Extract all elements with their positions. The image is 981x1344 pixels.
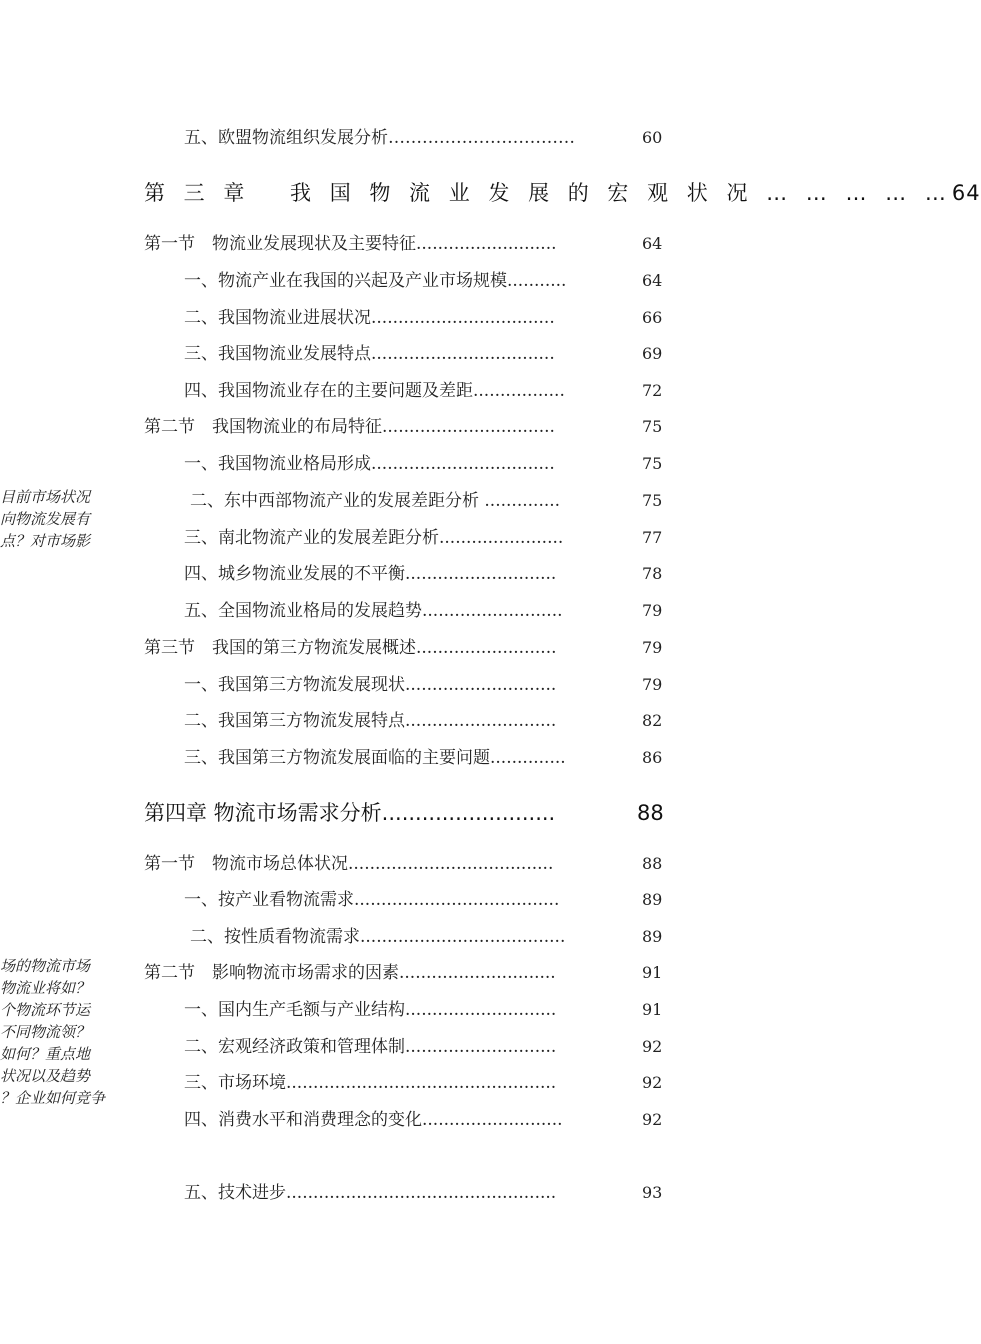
chapter-title: 第 三 章 我 国 物 流 业 发 展 的 宏 观 状 况 … … … … … (144, 181, 952, 205)
toc-item-page: 92 (642, 1110, 663, 1129)
toc-section-label: 第三节 我国的第三方物流发展概述.......................... (144, 638, 557, 658)
side-note-1 (0, 486, 112, 552)
toc-item-label: 四、我国物流业存在的主要问题及差距................. (184, 381, 565, 401)
toc-item-page: 66 (642, 308, 663, 327)
side-note-line: 个物流环节运 (0, 1001, 91, 1019)
toc-item[interactable] (184, 747, 663, 769)
toc-section-label: 第二节 影响物流市场需求的因素............................. (144, 963, 556, 983)
toc-item-label: 二、我国第三方物流发展特点............................ (184, 711, 557, 731)
toc-item-page: 79 (642, 675, 663, 694)
toc-item-page: 60 (642, 128, 663, 147)
side-note-line: 企业如何竞争？ (0, 1089, 106, 1107)
toc-item[interactable] (184, 563, 663, 585)
side-note-line: 场的物流市场 (0, 957, 91, 975)
toc-item[interactable] (184, 1036, 663, 1058)
toc-item-page: 79 (642, 601, 663, 620)
toc-section-label: 第一节 物流市场总体状况...................................... (144, 854, 554, 874)
toc-section-label: 第二节 我国物流业的布局特征................................ (144, 417, 555, 437)
toc-item-page: 86 (642, 748, 663, 767)
toc-item[interactable] (184, 889, 663, 911)
side-note-line: 目前市场状况 (0, 488, 91, 506)
toc-section-page: 75 (642, 417, 663, 436)
toc-chapter-3[interactable] (144, 179, 981, 207)
toc-item-label: 五、欧盟物流组织发展分析…………………………… (184, 128, 575, 148)
toc-item-label: 三、市场环境.................................................. (184, 1073, 557, 1093)
toc-item-label: 二、我国物流业进展状况.................................. (184, 308, 555, 328)
toc-item-page: 92 (642, 1073, 663, 1092)
toc-item-page: 72 (642, 381, 663, 400)
toc-item[interactable] (184, 380, 663, 402)
toc-item[interactable] (184, 710, 663, 732)
toc-item[interactable] (184, 999, 663, 1021)
toc-item-page: 92 (642, 1037, 663, 1056)
toc-item[interactable] (184, 307, 663, 329)
toc-item-label: 一、国内生产毛额与产业结构............................ (184, 1000, 557, 1020)
toc-item[interactable] (190, 490, 663, 512)
toc-item[interactable] (184, 343, 663, 365)
chapter-page: 88 (637, 801, 664, 825)
side-note-2 (0, 955, 112, 1109)
toc-item-page: 75 (642, 491, 663, 510)
toc-item-page: 69 (642, 344, 663, 363)
toc-item[interactable] (190, 926, 663, 948)
toc-section-page: 64 (642, 234, 663, 253)
toc-item[interactable] (184, 127, 663, 149)
toc-item-label: 一、物流产业在我国的兴起及产业市场规模........... (184, 271, 567, 291)
side-note-line: 状况以及趋势 (0, 1067, 91, 1085)
side-note-line: 向物流发展有 (0, 510, 91, 528)
toc-item-label: 三、我国物流业发展特点.................................. (184, 344, 555, 364)
toc-item-page: 64 (642, 271, 663, 290)
toc-section[interactable] (144, 853, 663, 875)
toc-chapter-4[interactable] (144, 799, 664, 827)
toc-item-label: 一、我国第三方物流发展现状............................ (184, 675, 557, 695)
toc-item-page: 78 (642, 564, 663, 583)
toc-item-label: 三、南北物流产业的发展差距分析....................... (184, 528, 564, 548)
toc-item-page: 89 (642, 927, 663, 946)
toc-item-label: 四、城乡物流业发展的不平衡............................ (184, 564, 557, 584)
toc-item[interactable] (184, 1109, 663, 1131)
toc-item-label: 五、全国物流业格局的发展趋势.......................... (184, 601, 563, 621)
toc-item-label: 三、我国第三方物流发展面临的主要问题.............. (184, 748, 566, 768)
toc-item[interactable] (184, 453, 663, 475)
toc-section-page: 88 (642, 854, 663, 873)
toc-item-label: 二、东中西部物流产业的发展差距分析 .............. (190, 491, 561, 511)
toc-item-label: 二、宏观经济政策和管理体制............................ (184, 1037, 557, 1057)
chapter-title: 第四章 物流市场需求分析.......................... (144, 801, 556, 825)
toc-item-page: 93 (642, 1183, 663, 1202)
toc-item-page: 82 (642, 711, 663, 730)
toc-section[interactable] (144, 962, 663, 984)
toc-item-label: 四、消费水平和消费理念的变化.......................... (184, 1110, 563, 1130)
toc-item[interactable] (184, 600, 663, 622)
chapter-page: 64 (951, 181, 981, 205)
toc-item-page: 89 (642, 890, 663, 909)
toc-item-page: 91 (642, 1000, 663, 1019)
side-note-line: ？物流业将如 (0, 979, 91, 997)
toc-section-page: 79 (642, 638, 663, 657)
toc-item[interactable] (184, 674, 663, 696)
toc-item-label: 二、按性质看物流需求...................................... (190, 927, 566, 947)
toc-item-page: 77 (642, 528, 663, 547)
toc-item-label: 一、我国物流业格局形成.................................. (184, 454, 555, 474)
toc-section-page: 91 (642, 963, 663, 982)
toc-section-label: 第一节 物流业发展现状及主要特征.......................... (144, 234, 557, 254)
toc-item-label: 五、技术进步.................................................. (184, 1183, 557, 1203)
toc-item[interactable] (184, 1072, 663, 1094)
side-note-line: ？不同物流领 (0, 1023, 91, 1041)
side-note-line: 如何？重点地 (0, 1045, 91, 1063)
side-note-line: 点？对市场影 (0, 532, 91, 550)
toc-section[interactable] (144, 416, 663, 438)
toc-item-label: 一、按产业看物流需求...................................... (184, 890, 560, 910)
toc-item[interactable] (184, 527, 663, 549)
toc-section[interactable] (144, 233, 663, 255)
toc-item[interactable] (184, 1182, 663, 1204)
toc-item-page: 75 (642, 454, 663, 473)
toc-item[interactable] (184, 270, 663, 292)
toc-section[interactable] (144, 637, 663, 659)
